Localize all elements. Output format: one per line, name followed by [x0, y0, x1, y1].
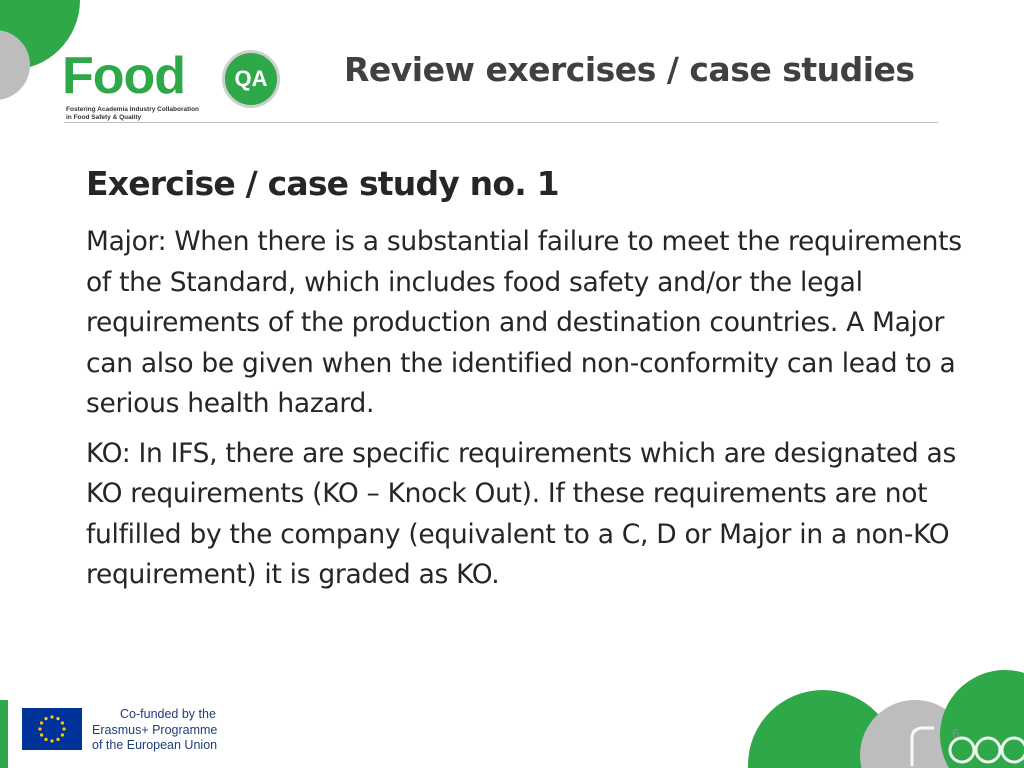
eu-stars-icon [22, 708, 82, 750]
logo-tagline-line-1: Fostering Academia Industry Collaboration [66, 106, 200, 113]
funding-line-1: Co-funded by the [120, 707, 216, 721]
paragraph-major: Major: When there is a substantial failure to meet the requirements of the Standard, which includes food safety and/or the legal requirements of the production and destination countries. A Major can also be given when the identified non-conformity can lead to a serious health hazard. [86, 226, 962, 419]
logo-wordmark: Food [62, 47, 186, 105]
logo-tagline-line-2: in Food Safety & Quality [66, 114, 142, 121]
page-number: 6 [952, 726, 960, 741]
slide-title: Review exercises / case studies [344, 50, 915, 89]
footer-accent-bar [0, 700, 8, 768]
funding-line-2: Erasmus+ Programme [92, 722, 218, 737]
section-heading: Exercise / case study no. 1 [86, 164, 559, 203]
title-divider [64, 122, 938, 123]
logo-qa-badge: QA [222, 50, 280, 108]
eu-flag-icon [22, 708, 82, 750]
body-text [86, 222, 966, 605]
logo-tagline [66, 106, 199, 122]
paragraph-ko: KO: In IFS, there are specific requirements which are designated as KO requirements (KO – Knock Out). If these requirements are not fulfilled by the company (equivalent to a C, D or Major in a non-KO requirement) it is graded as KO. [86, 437, 957, 590]
funding-line-3: of the European Union [92, 738, 218, 752]
funding-statement [92, 707, 232, 754]
decor-rings-icon [900, 716, 1024, 768]
foodqa-logo [62, 46, 302, 126]
